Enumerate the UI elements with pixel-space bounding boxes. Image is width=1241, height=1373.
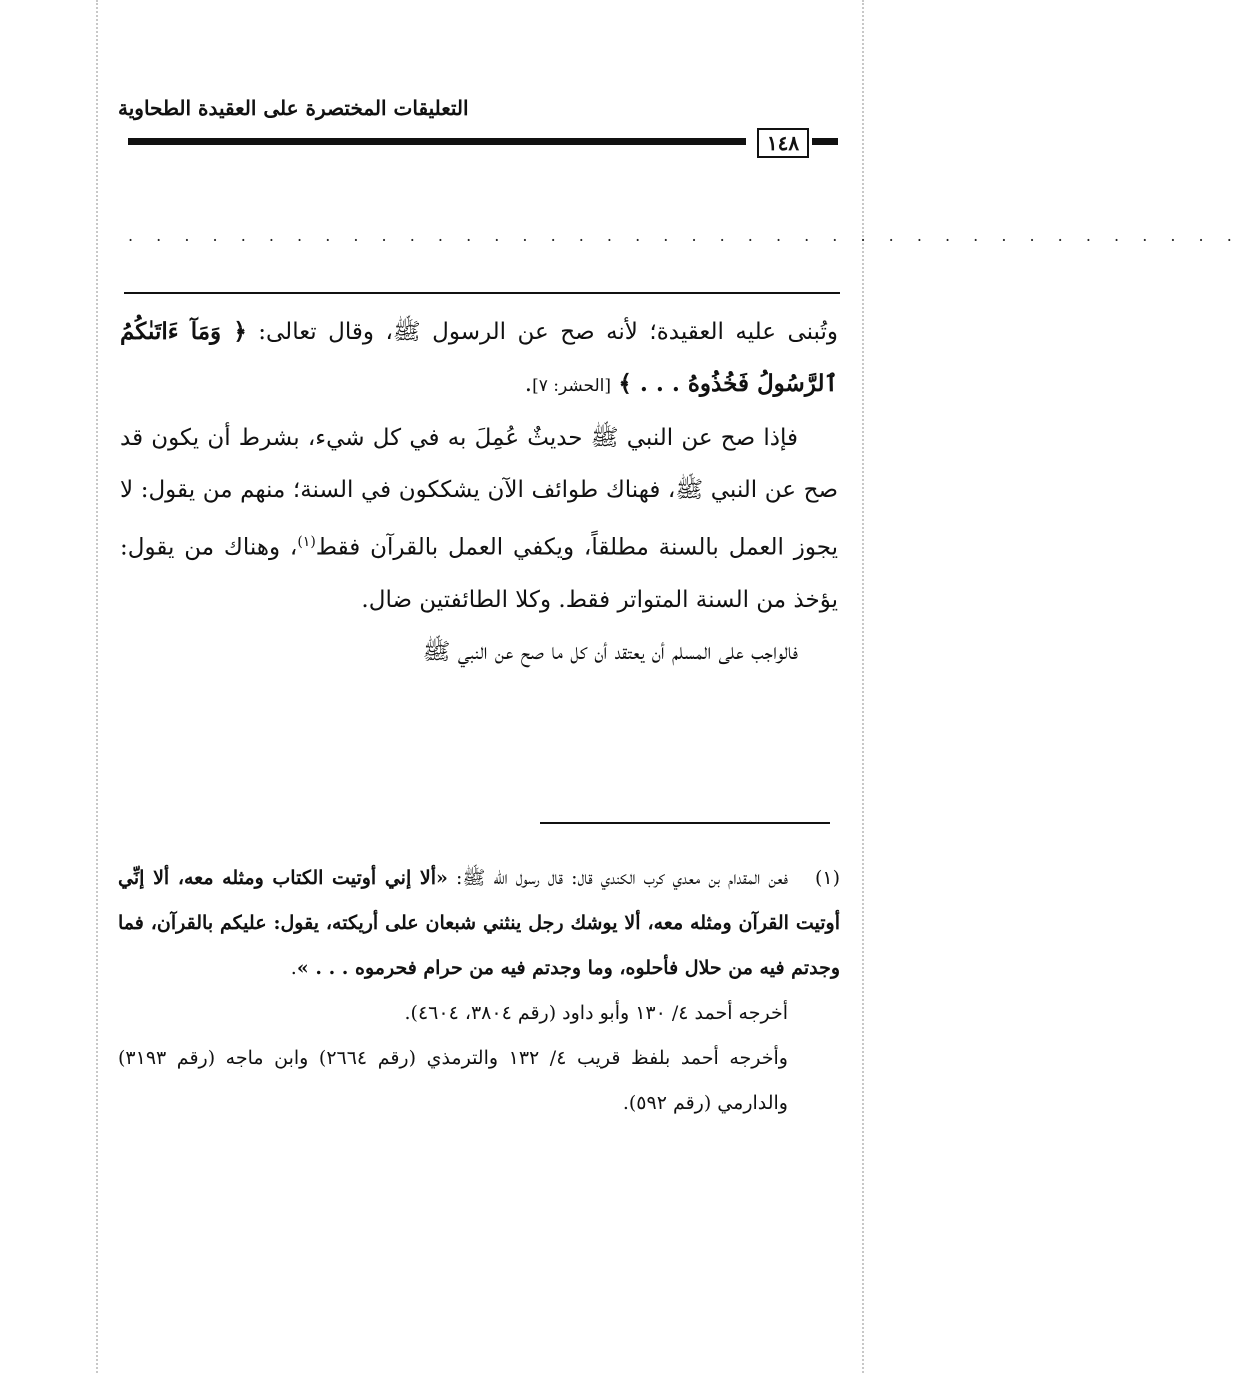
footnote-takhrij-2: وأخرجه أحمد بلفظ قريب ٤/ ١٣٢ والترمذي (رقم ٢٦٦٤) وابن ماجه (رقم ٣١٩٣) والدارمي (رقم ٥٩٢). (118, 1047, 788, 1114)
body-top-rule (124, 292, 840, 294)
dotted-separator: . . . . . . . . . . . . . . . . . . . . . . . . . . . . . . . . . . . . . . . . (128, 226, 1241, 245)
running-title: التعليقات المختصرة على العقيدة الطحاوية (118, 96, 469, 120)
hadith-text: «ألا إني أوتيت الكتاب ومثله معه، ألا إنِّي أوتيت القرآن ومثله معه، ألا يوشك رجل ينثني شبعان على أريكته، يقول: عليكم بالقرآن، فما وجدتم فيه من حلال فأحلوه، وما وجدتم فيه من حرام فحرموه . . . » (118, 867, 840, 979)
paragraph-1: وتُبنى عليه العقيدة؛ لأنه صح عن الرسول ﷺ، وقال تعالى: ﴿ وَمَآ ءَاتَىٰكُمُ ٱلرَّسُولُ فَخُذُوهُ . . . ﴾ [الحشر: ٧]. (120, 318, 838, 397)
left-margin-guide (96, 0, 98, 1373)
footnote-marker: (١) (297, 534, 316, 550)
paragraph-3: فالواجب على المسلم أن يعتقد أن كل ما صح عن النبي ﷺ (422, 638, 798, 665)
main-text (120, 306, 838, 678)
verse-reference: [الحشر: ٧] (532, 376, 612, 396)
quran-verse: ﴿ وَمَآ ءَاتَىٰكُمُ ٱلرَّسُولُ فَخُذُوهُ . . . ﴾ (120, 318, 838, 397)
footnote-takhrij-1: أخرجه أحمد ٤/ ١٣٠ وأبو داود (رقم ٣٨٠٤، ٤٦٠٤). (404, 1002, 788, 1024)
header-rule (128, 138, 746, 145)
footnote-separator (540, 822, 830, 824)
paragraph-2: فإذا صح عن النبي ﷺ حديثٌ عُمِلَ به في كل شيء، بشرط أن يكون قد صح عن النبي ﷺ، فهناك طوائف الآن يشككون في السنة؛ منهم من يقول: لا يجوز العمل بالسنة مطلقاً، ويكفي العمل بالقرآن فقط$^{(١)}$، وهناك من يقول: يؤخذ من السنة المتواتر فقط. وكلا الطائفتين ضال. (120, 425, 838, 613)
footnotes (118, 856, 840, 1126)
page-number: ١٤٨ (757, 128, 809, 158)
header-rule-end (812, 138, 838, 145)
footnote-number: (١) (814, 867, 841, 889)
right-margin-guide (862, 0, 864, 1373)
footnote-1: (١)فعن المقدام بن معدي كرب الكندي قال: قال رسول الله ﷺ: «ألا إني أوتيت الكتاب ومثله معه، ألا إنِّي أوتيت القرآن ومثله معه، ألا يوشك رجل ينثني شبعان على أريكته، يقول: عليكم بالقرآن، فما وجدتم فيه من حلال فأحلوه، وما وجدتم فيه من حرام فحرموه . . . ». (118, 856, 840, 991)
